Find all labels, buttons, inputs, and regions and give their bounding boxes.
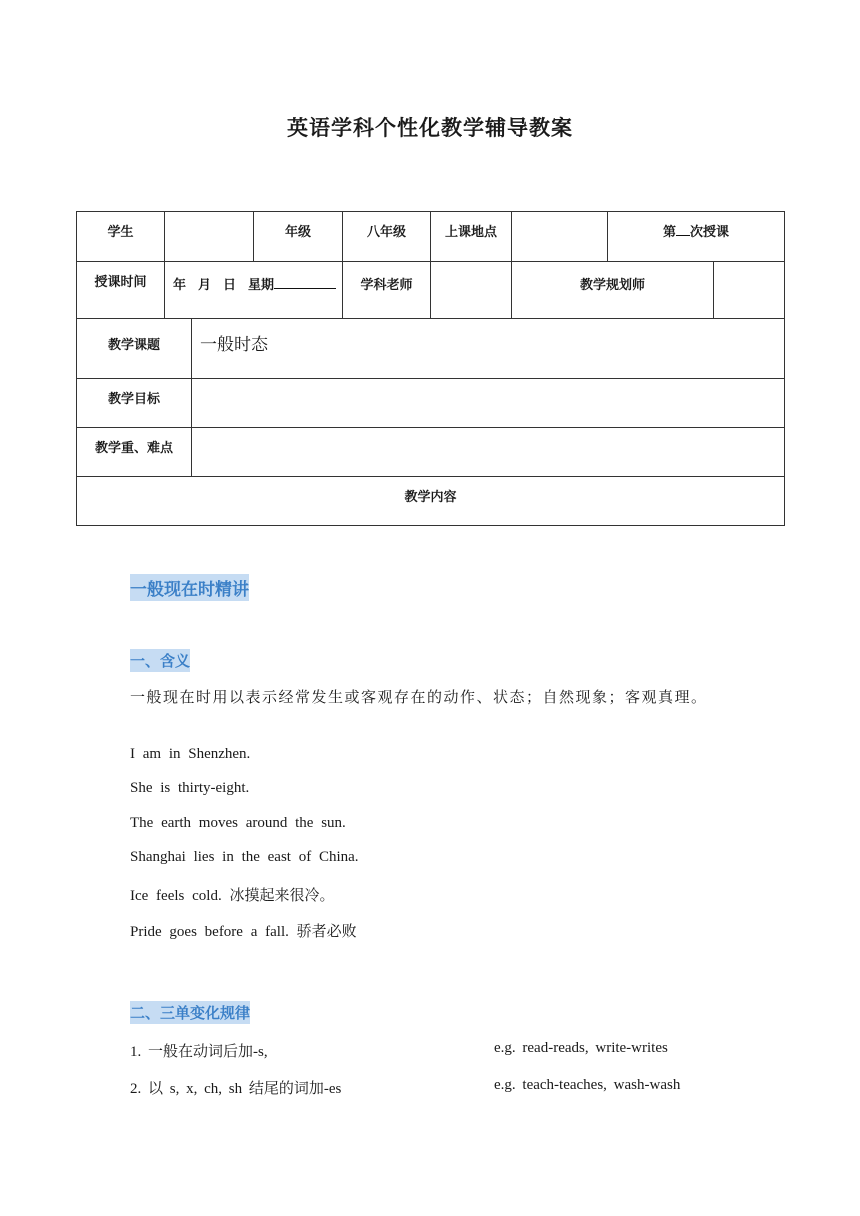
goal-value[interactable] [192, 379, 785, 428]
student-value[interactable] [165, 212, 254, 262]
section-title: 一般现在时精讲 [130, 574, 249, 601]
rule-text: 1. 一般在动词后加-s, [130, 1044, 268, 1060]
grade-label: 年级 [254, 212, 343, 262]
date-day: 日 [222, 278, 236, 293]
document-title: 英语学科个性化教学辅导教案 [287, 116, 573, 140]
teacher-value[interactable] [431, 262, 512, 319]
planner-value[interactable] [714, 262, 785, 319]
date-year: 年 [172, 278, 186, 293]
example-sentence: She is thirty-eight. [130, 780, 250, 796]
date-field[interactable] [165, 262, 343, 319]
lesson-number-blank[interactable] [676, 223, 690, 236]
goal-label: 教学目标 [77, 379, 192, 428]
example-sentence: Ice feels cold. 冰摸起来很冷。 [130, 888, 335, 904]
grade-value: 八年级 [343, 212, 431, 262]
lesson-suffix: 次授课 [690, 225, 730, 240]
part2-heading: 二、三单变化规律 [130, 1001, 250, 1024]
example-sentence: The earth moves around the sun. [130, 815, 346, 831]
time-label: 授课时间 [77, 262, 165, 319]
teacher-label: 学科老师 [343, 262, 431, 319]
date-weekday: 星期 [247, 278, 274, 293]
lesson-info-table [76, 211, 785, 526]
part1-heading: 一、含义 [130, 649, 190, 672]
location-value[interactable] [512, 212, 608, 262]
example-sentence: Shanghai lies in the east of China. [130, 849, 359, 865]
lesson-number [608, 212, 785, 262]
rule-example: e.g. teach-teaches, wash-wash [494, 1077, 681, 1093]
example-sentence: Pride goes before a fall. 骄者必败 [130, 924, 357, 940]
part1-description: 一般现在时用以表示经常发生或客观存在的动作、状态；自然现象；客观真理。 [130, 688, 708, 706]
topic-label: 教学课题 [77, 319, 192, 379]
location-label: 上课地点 [431, 212, 512, 262]
key-points-label: 教学重、难点 [77, 428, 192, 477]
weekday-blank[interactable] [274, 276, 336, 289]
rule-example: e.g. read-reads, write-writes [494, 1040, 668, 1056]
example-sentence: I am in Shenzhen. [130, 746, 251, 762]
key-points-value[interactable] [192, 428, 785, 477]
rule-text: 2. 以 s, x, ch, sh 结尾的词加-es [130, 1081, 342, 1097]
planner-label: 教学规划师 [512, 262, 714, 319]
date-month: 月 [197, 278, 211, 293]
topic-value: 一般时态 [192, 319, 785, 379]
lesson-prefix: 第 [662, 225, 676, 240]
content-label: 教学内容 [77, 477, 785, 526]
student-label: 学生 [77, 212, 165, 262]
